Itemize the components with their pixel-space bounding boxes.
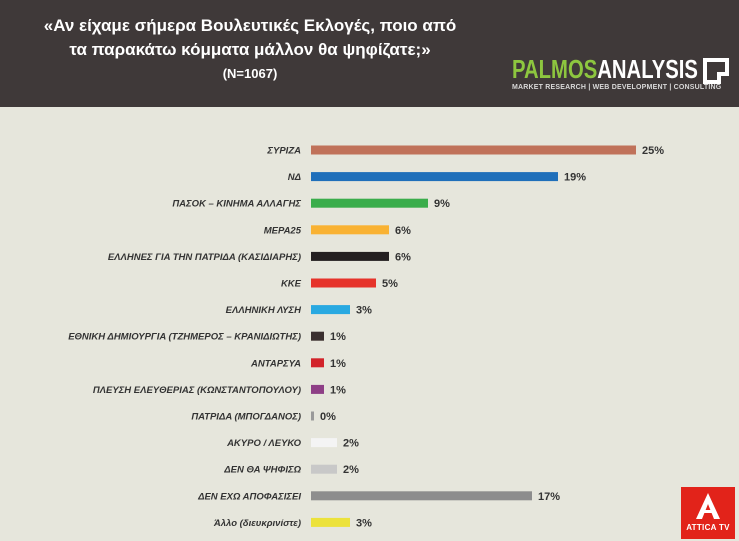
bar bbox=[311, 332, 324, 341]
value-label: 3% bbox=[356, 304, 372, 317]
category-label: ΕΛΛΗΝΙΚΗ ΛΥΣΗ bbox=[225, 305, 301, 317]
logo-tagline: MARKET RESEARCH | WEB DEVELOPMENT | CONSULTING bbox=[512, 84, 722, 91]
bar bbox=[311, 438, 337, 447]
category-label: ΚΚΕ bbox=[280, 278, 301, 290]
category-label: ΠΛΕΥΣΗ ΕΛΕΥΘΕΡΙΑΣ (ΚΩΝΣΤΑΝΤΟΠΟΥΛΟΥ) bbox=[92, 384, 301, 396]
value-label: 9% bbox=[434, 198, 450, 211]
bar-chart bbox=[0, 107, 739, 541]
value-label: 2% bbox=[343, 464, 359, 477]
category-label: ΝΔ bbox=[287, 172, 301, 184]
category-label: ΕΘΝΙΚΗ ΔΗΜΙΟΥΡΓΙΑ (ΤΖΗΜΕΡΟΣ – ΚΡΑΝΙΔΙΩΤΗΣ) bbox=[68, 331, 301, 343]
attica-tv-logo bbox=[681, 487, 735, 539]
bar bbox=[311, 358, 324, 367]
value-label: 19% bbox=[564, 171, 587, 184]
bar bbox=[311, 518, 350, 527]
bar-chart-svg bbox=[0, 107, 739, 541]
category-label: ΜΕΡΑ25 bbox=[263, 225, 301, 237]
bar bbox=[311, 305, 350, 314]
chart-title-line-2: τα παρακάτω κόμματα μάλλον θα ψηφίζατε;» bbox=[69, 40, 431, 59]
header-banner bbox=[0, 0, 739, 107]
logo-wordmark bbox=[512, 54, 698, 84]
logo-word-analysis: ANALYSIS bbox=[597, 54, 698, 84]
category-label: Άλλο (διευκρινίστε) bbox=[213, 517, 301, 529]
value-label: 17% bbox=[538, 490, 561, 503]
chart-title-line-1: «Αν είχαμε σήμερα Βουλευτικές Εκλογές, ποιο από bbox=[43, 16, 457, 35]
palmos-square-icon bbox=[703, 58, 729, 84]
category-label: ΠΑΤΡΙΔΑ (ΜΠΟΓΔΑΝΟΣ) bbox=[191, 411, 301, 423]
value-label: 2% bbox=[343, 437, 359, 450]
bar bbox=[311, 279, 376, 288]
value-label: 5% bbox=[382, 278, 398, 290]
palmos-analysis-logo bbox=[512, 54, 734, 98]
bar bbox=[311, 465, 337, 474]
value-label: 6% bbox=[395, 251, 411, 264]
category-label: ΑΝΤΑΡΣΥΑ bbox=[251, 358, 301, 370]
value-label: 25% bbox=[642, 145, 665, 157]
bar bbox=[311, 385, 324, 394]
sample-size-label: (N=1067) bbox=[222, 66, 278, 81]
bar bbox=[311, 225, 389, 234]
value-label: 0% bbox=[320, 411, 336, 423]
category-label: ΑΚΥΡΟ / ΛΕΥΚΟ bbox=[227, 438, 301, 450]
attica-a-icon bbox=[695, 492, 721, 520]
category-label: ΠΑΣΟΚ – ΚΙΝΗΜΑ ΑΛΛΑΓΗΣ bbox=[172, 198, 301, 210]
logo-word-palmos: PALMOS bbox=[512, 54, 598, 84]
value-label: 1% bbox=[330, 331, 346, 344]
bar bbox=[311, 491, 532, 500]
bar bbox=[311, 146, 636, 155]
category-label: ΕΛΛΗΝΕΣ ΓΙΑ ΤΗΝ ΠΑΤΡΙΔΑ (ΚΑΣΙΔΙΑΡΗΣ) bbox=[107, 251, 301, 263]
value-label: 6% bbox=[395, 224, 411, 237]
bar bbox=[311, 172, 558, 181]
bar bbox=[311, 412, 314, 421]
value-label: 3% bbox=[356, 517, 372, 530]
value-label: 1% bbox=[330, 357, 346, 370]
bar bbox=[311, 199, 428, 208]
category-label: ΣΥΡΙΖΑ bbox=[267, 145, 301, 157]
attica-tv-label: ATTICA TV bbox=[686, 523, 730, 532]
value-label: 1% bbox=[330, 384, 346, 397]
category-label: ΔΕΝ ΘΑ ΨΗΦΙΣΩ bbox=[224, 464, 301, 476]
category-label: ΔΕΝ ΕΧΩ ΑΠΟΦΑΣΙΣΕΙ bbox=[198, 491, 301, 503]
bar bbox=[311, 252, 389, 261]
